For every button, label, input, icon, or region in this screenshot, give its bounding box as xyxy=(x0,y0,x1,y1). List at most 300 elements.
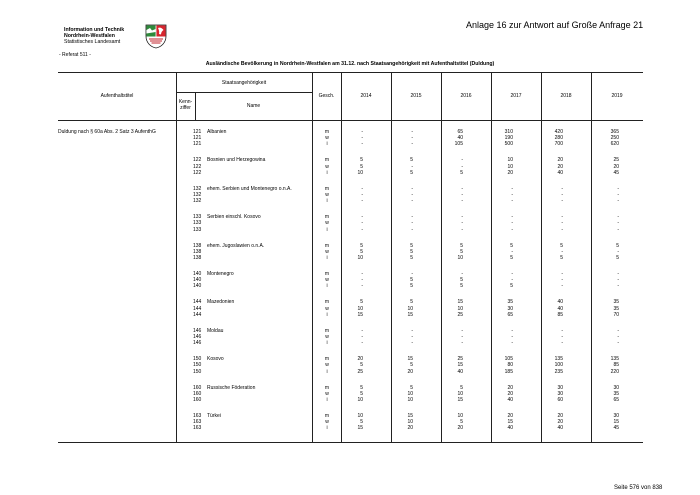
geschlecht-cell: w xyxy=(325,390,329,397)
value-cell: 105 xyxy=(454,141,463,148)
value-cell: 15 xyxy=(507,419,513,426)
kennziffer-cell: 133 xyxy=(193,214,202,221)
value-cell: 5 xyxy=(360,362,363,369)
value-cell: 5 xyxy=(410,169,413,176)
value-cell: - xyxy=(617,340,619,347)
value-cell: - xyxy=(617,270,619,277)
table-group xyxy=(58,214,643,242)
value-cell: 5 xyxy=(460,248,463,255)
geschlecht-cell: i xyxy=(326,425,328,432)
kennziffer-cell: 163 xyxy=(193,419,202,426)
value-cell: 10 xyxy=(357,305,363,312)
country-name-cell: Bosnien und Herzegowina xyxy=(207,157,266,164)
nrw-crest-icon xyxy=(143,23,169,49)
value-cell: - xyxy=(511,248,513,255)
value-cell: - xyxy=(511,220,513,227)
value-cell: 60 xyxy=(557,396,563,403)
value-cell: 30 xyxy=(613,384,619,391)
value-cell: 185 xyxy=(504,368,513,375)
value-cell: 45 xyxy=(613,425,619,432)
geschlecht-cell: i xyxy=(326,141,328,148)
table-row xyxy=(58,369,643,375)
country-name-cell: Moldau xyxy=(207,327,224,334)
kennziffer-cell: 144 xyxy=(193,299,202,306)
geschlecht-cell: i xyxy=(326,340,328,347)
header-kennziffer-line2: ziffer xyxy=(180,105,191,111)
kennziffer-cell: 132 xyxy=(193,185,202,192)
geschlecht-cell: m xyxy=(324,129,330,135)
table-group xyxy=(58,356,643,384)
country-name-cell: Albanien xyxy=(207,129,227,135)
kennziffer-cell: 144 xyxy=(193,305,202,312)
value-cell: - xyxy=(411,226,413,233)
table-group xyxy=(58,243,643,271)
kennziffer-cell: 160 xyxy=(193,396,202,403)
value-cell: - xyxy=(511,277,513,284)
value-cell: - xyxy=(617,277,619,284)
geschlecht-cell: m xyxy=(324,270,330,277)
value-cell: - xyxy=(361,214,363,221)
value-cell: 10 xyxy=(507,163,513,170)
country-name-cell: Kosovo xyxy=(207,356,224,363)
value-cell: - xyxy=(411,270,413,277)
value-cell: 5 xyxy=(360,299,363,306)
value-cell: 25 xyxy=(457,311,463,318)
value-cell: - xyxy=(461,226,463,233)
geschlecht-cell: m xyxy=(324,412,330,419)
value-cell: 15 xyxy=(357,425,363,432)
table-row xyxy=(58,255,643,261)
kennziffer-cell: 133 xyxy=(193,220,202,227)
value-cell: 40 xyxy=(457,368,463,375)
value-cell: - xyxy=(411,220,413,227)
geschlecht-cell: w xyxy=(325,191,329,198)
geschlecht-cell: w xyxy=(325,333,329,340)
value-cell: - xyxy=(361,198,363,205)
value-cell: - xyxy=(561,226,563,233)
table-group xyxy=(58,271,643,299)
header-year: 2019 xyxy=(611,93,623,99)
value-cell: 5 xyxy=(410,248,413,255)
value-cell: - xyxy=(617,226,619,233)
aufenthaltstitel-cell: Duldung nach § 60a Abs. 2 Satz 3 AufenthG xyxy=(58,129,156,135)
value-cell: 620 xyxy=(610,141,619,148)
table-row xyxy=(58,141,643,147)
value-cell: 5 xyxy=(410,362,413,369)
value-cell: 10 xyxy=(457,305,463,312)
geschlecht-cell: w xyxy=(325,277,329,284)
geschlecht-cell: i xyxy=(326,311,328,318)
kennziffer-cell: 140 xyxy=(193,283,202,290)
geschlecht-cell: i xyxy=(326,368,328,375)
value-cell: - xyxy=(561,333,563,340)
value-cell: 15 xyxy=(407,311,413,318)
value-cell: 5 xyxy=(460,384,463,391)
value-cell: 20 xyxy=(507,384,513,391)
value-cell: - xyxy=(361,333,363,340)
value-cell: 10 xyxy=(457,412,463,419)
value-cell: - xyxy=(561,198,563,205)
country-name-cell: Serbien einschl. Kosovo xyxy=(207,214,261,221)
value-cell: 65 xyxy=(507,311,513,318)
value-cell: - xyxy=(461,327,463,334)
value-cell: - xyxy=(617,327,619,334)
value-cell: 105 xyxy=(504,356,513,363)
header-year: 2017 xyxy=(510,93,522,99)
value-cell: 235 xyxy=(554,368,563,375)
value-cell: - xyxy=(511,198,513,205)
value-cell: - xyxy=(361,277,363,284)
value-cell: 10 xyxy=(407,419,413,426)
table-group xyxy=(58,186,643,214)
header-aufenthaltstitel: Aufenthaltstitel xyxy=(100,93,134,99)
value-cell: - xyxy=(561,277,563,284)
value-cell: 5 xyxy=(460,242,463,249)
kennziffer-cell: 140 xyxy=(193,277,202,284)
table-bottom-rule xyxy=(58,442,643,443)
table-row xyxy=(58,283,643,289)
value-cell: 45 xyxy=(613,169,619,176)
value-cell: - xyxy=(511,327,513,334)
value-cell: 70 xyxy=(613,311,619,318)
table-group xyxy=(58,413,643,441)
value-cell: 220 xyxy=(610,368,619,375)
value-cell: 15 xyxy=(407,412,413,419)
kennziffer-cell: 146 xyxy=(193,327,202,334)
value-cell: 5 xyxy=(360,384,363,391)
value-cell: - xyxy=(561,270,563,277)
value-cell: 5 xyxy=(510,283,513,290)
kennziffer-cell: 160 xyxy=(193,384,202,391)
value-cell: - xyxy=(461,191,463,198)
value-cell: 40 xyxy=(557,425,563,432)
table-body xyxy=(58,129,643,441)
value-cell: - xyxy=(461,185,463,192)
value-cell: 35 xyxy=(613,305,619,312)
value-cell: - xyxy=(361,327,363,334)
kennziffer-cell: 133 xyxy=(193,226,202,233)
header-kennziffer-line1: Kenn- xyxy=(178,99,193,105)
value-cell: 700 xyxy=(554,141,563,148)
value-cell: 5 xyxy=(410,384,413,391)
table-row xyxy=(58,198,643,204)
value-cell: - xyxy=(411,198,413,205)
value-cell: 85 xyxy=(613,362,619,369)
value-cell: - xyxy=(361,185,363,192)
value-cell: - xyxy=(411,141,413,148)
value-cell: 65 xyxy=(457,129,463,135)
value-cell: 5 xyxy=(510,242,513,249)
header-year: 2018 xyxy=(560,93,572,99)
value-cell: - xyxy=(461,214,463,221)
value-cell: - xyxy=(361,141,363,148)
table-row xyxy=(58,397,643,403)
value-cell: 40 xyxy=(557,299,563,306)
value-cell: - xyxy=(361,129,363,135)
value-cell: 20 xyxy=(557,412,563,419)
value-cell: 5 xyxy=(616,242,619,249)
org-name-line3: Statistisches Landesamt xyxy=(64,39,121,46)
value-cell: 10 xyxy=(457,254,463,261)
table-row xyxy=(58,312,643,318)
kennziffer-cell: 138 xyxy=(193,248,202,255)
kennziffer-cell: 150 xyxy=(193,368,202,375)
value-cell: 85 xyxy=(557,311,563,318)
value-cell: 5 xyxy=(460,283,463,290)
value-cell: 30 xyxy=(613,412,619,419)
kennziffer-cell: 121 xyxy=(193,141,202,148)
value-cell: - xyxy=(617,220,619,227)
value-cell: 25 xyxy=(613,157,619,164)
value-cell: - xyxy=(461,163,463,170)
table-group xyxy=(58,157,643,185)
value-cell: 5 xyxy=(360,242,363,249)
value-cell: 20 xyxy=(507,169,513,176)
kennziffer-cell: 150 xyxy=(193,362,202,369)
table-row xyxy=(58,170,643,176)
value-cell: - xyxy=(461,198,463,205)
geschlecht-cell: m xyxy=(324,327,330,334)
value-cell: 10 xyxy=(407,396,413,403)
value-cell: 10 xyxy=(357,254,363,261)
value-cell: 5 xyxy=(410,254,413,261)
value-cell: - xyxy=(361,191,363,198)
value-cell: 40 xyxy=(557,305,563,312)
value-cell: 280 xyxy=(554,135,563,142)
value-cell: 5 xyxy=(560,254,563,261)
value-cell: - xyxy=(361,340,363,347)
value-cell: 5 xyxy=(360,419,363,426)
geschlecht-cell: m xyxy=(324,242,330,249)
value-cell: - xyxy=(511,185,513,192)
value-cell: 365 xyxy=(610,129,619,135)
value-cell: 15 xyxy=(457,396,463,403)
value-cell: 35 xyxy=(613,299,619,306)
header-geschlecht: Gesch. xyxy=(318,93,335,99)
kennziffer-cell: 122 xyxy=(193,163,202,170)
table-group xyxy=(58,129,643,157)
value-cell: 10 xyxy=(407,390,413,397)
kennziffer-cell: 150 xyxy=(193,356,202,363)
value-cell: - xyxy=(561,191,563,198)
value-cell: 40 xyxy=(557,169,563,176)
value-cell: - xyxy=(411,129,413,135)
value-cell: - xyxy=(511,214,513,221)
value-cell: 20 xyxy=(407,368,413,375)
value-cell: 20 xyxy=(557,157,563,164)
org-name-line2: Nordrhein-Westfalen xyxy=(64,33,115,40)
value-cell: 5 xyxy=(410,157,413,164)
value-cell: 310 xyxy=(504,129,513,135)
header-sub-rule xyxy=(176,92,312,93)
value-cell: - xyxy=(461,333,463,340)
value-cell: - xyxy=(561,283,563,290)
geschlecht-cell: w xyxy=(325,248,329,255)
value-cell: - xyxy=(511,333,513,340)
value-cell: - xyxy=(461,340,463,347)
table-header-rule xyxy=(58,120,643,121)
geschlecht-cell: i xyxy=(326,254,328,261)
value-cell: - xyxy=(617,248,619,255)
value-cell: 30 xyxy=(557,390,563,397)
value-cell: - xyxy=(411,214,413,221)
org-logo-text xyxy=(64,27,124,46)
value-cell: 500 xyxy=(504,141,513,148)
geschlecht-cell: m xyxy=(324,299,330,306)
kennziffer-cell: 140 xyxy=(193,270,202,277)
value-cell: 35 xyxy=(507,299,513,306)
country-name-cell: ehem. Jugoslawien o.n.A. xyxy=(207,242,265,249)
value-cell: 10 xyxy=(357,169,363,176)
geschlecht-cell: w xyxy=(325,163,329,170)
table-row xyxy=(58,340,643,346)
value-cell: - xyxy=(511,191,513,198)
table-top-rule xyxy=(58,72,643,73)
value-cell: 40 xyxy=(507,425,513,432)
geschlecht-cell: i xyxy=(326,169,328,176)
value-cell: 15 xyxy=(457,362,463,369)
value-cell: - xyxy=(461,157,463,164)
value-cell: 20 xyxy=(557,163,563,170)
value-cell: 15 xyxy=(407,356,413,363)
value-cell: - xyxy=(617,333,619,340)
value-cell: 20 xyxy=(507,390,513,397)
value-cell: - xyxy=(561,340,563,347)
geschlecht-cell: m xyxy=(324,214,330,221)
value-cell: 5 xyxy=(360,157,363,164)
value-cell: - xyxy=(511,340,513,347)
table-group xyxy=(58,385,643,413)
kennziffer-cell: 121 xyxy=(193,129,202,135)
table-group xyxy=(58,328,643,356)
kennziffer-cell: 144 xyxy=(193,311,202,318)
value-cell: - xyxy=(411,340,413,347)
geschlecht-cell: w xyxy=(325,135,329,142)
kennziffer-cell: 138 xyxy=(193,242,202,249)
value-cell: 5 xyxy=(360,163,363,170)
header-year: 2015 xyxy=(410,93,422,99)
value-cell: 10 xyxy=(507,157,513,164)
kennziffer-cell: 132 xyxy=(193,191,202,198)
value-cell: - xyxy=(361,135,363,142)
value-cell: - xyxy=(411,327,413,334)
value-cell: 20 xyxy=(407,425,413,432)
org-name-line1: Information und Technik xyxy=(64,27,125,33)
value-cell: 5 xyxy=(460,419,463,426)
value-cell: - xyxy=(411,185,413,192)
geschlecht-cell: m xyxy=(324,356,330,363)
value-cell: - xyxy=(461,220,463,227)
value-cell: - xyxy=(361,270,363,277)
kennziffer-cell: 146 xyxy=(193,333,202,340)
value-cell: - xyxy=(411,191,413,198)
document-reference: Anlage 16 zur Antwort auf Große Anfrage 21 xyxy=(466,20,644,30)
value-cell: - xyxy=(561,248,563,255)
value-cell: - xyxy=(511,226,513,233)
header-kennziffer xyxy=(176,99,195,111)
value-cell: 190 xyxy=(504,135,513,142)
country-name-cell: ehem. Serbien und Montenegro o.n.A. xyxy=(207,185,292,192)
value-cell: 5 xyxy=(460,169,463,176)
geschlecht-cell: w xyxy=(325,305,329,312)
value-cell: 15 xyxy=(357,311,363,318)
value-cell: 40 xyxy=(457,135,463,142)
table-group xyxy=(58,299,643,327)
geschlecht-cell: w xyxy=(325,220,329,227)
value-cell: 5 xyxy=(410,283,413,290)
value-cell: - xyxy=(411,333,413,340)
geschlecht-cell: i xyxy=(326,226,328,233)
value-cell: - xyxy=(617,214,619,221)
value-cell: - xyxy=(561,214,563,221)
value-cell: - xyxy=(561,220,563,227)
value-cell: 5 xyxy=(616,254,619,261)
kennziffer-cell: 121 xyxy=(193,135,202,142)
value-cell: - xyxy=(511,270,513,277)
value-cell: 5 xyxy=(360,248,363,255)
geschlecht-cell: m xyxy=(324,384,330,391)
department-label: - Referat 511 - xyxy=(59,52,91,58)
value-cell: - xyxy=(361,226,363,233)
value-cell: 80 xyxy=(507,362,513,369)
value-cell: 30 xyxy=(507,305,513,312)
value-cell: 5 xyxy=(460,277,463,284)
value-cell: 30 xyxy=(557,384,563,391)
geschlecht-cell: i xyxy=(326,396,328,403)
geschlecht-cell: m xyxy=(324,157,330,164)
header-staatsangehoerigkeit: Staatsangehörigkeit xyxy=(221,80,267,86)
kennziffer-cell: 160 xyxy=(193,390,202,397)
value-cell: - xyxy=(617,185,619,192)
value-cell: - xyxy=(411,163,413,170)
geschlecht-cell: m xyxy=(324,185,330,192)
value-cell: 15 xyxy=(613,419,619,426)
value-cell: 10 xyxy=(357,412,363,419)
value-cell: 20 xyxy=(457,425,463,432)
value-cell: 10 xyxy=(457,390,463,397)
value-cell: - xyxy=(561,327,563,334)
value-cell: 250 xyxy=(610,135,619,142)
geschlecht-cell: i xyxy=(326,198,328,205)
value-cell: 135 xyxy=(610,356,619,363)
kennziffer-cell: 146 xyxy=(193,340,202,347)
value-cell: 100 xyxy=(554,362,563,369)
value-cell: 20 xyxy=(557,419,563,426)
kennziffer-cell: 122 xyxy=(193,169,202,176)
kennziffer-cell: 163 xyxy=(193,412,202,419)
header-year: 2016 xyxy=(460,93,472,99)
value-cell: 5 xyxy=(560,242,563,249)
value-cell: - xyxy=(617,283,619,290)
value-cell: 135 xyxy=(554,356,563,363)
value-cell: - xyxy=(411,135,413,142)
value-cell: 40 xyxy=(507,396,513,403)
kennziffer-cell: 163 xyxy=(193,425,202,432)
page-number: Seite 576 von 838 xyxy=(614,485,663,491)
table-caption: Ausländische Bevölkerung in Nordrhein-Westfalen am 31.12. nach Staatsangehörigkeit mit Aufenthaltstitel (Duldung) xyxy=(205,61,495,67)
value-cell: 420 xyxy=(554,129,563,135)
value-cell: 5 xyxy=(360,390,363,397)
country-name-cell: Mazedonien xyxy=(207,299,235,306)
value-cell: 25 xyxy=(357,368,363,375)
value-cell: 20 xyxy=(507,412,513,419)
value-cell: - xyxy=(617,191,619,198)
value-cell: 10 xyxy=(407,305,413,312)
value-cell: 15 xyxy=(457,299,463,306)
value-cell: - xyxy=(361,283,363,290)
geschlecht-cell: w xyxy=(325,419,329,426)
value-cell: 5 xyxy=(410,299,413,306)
